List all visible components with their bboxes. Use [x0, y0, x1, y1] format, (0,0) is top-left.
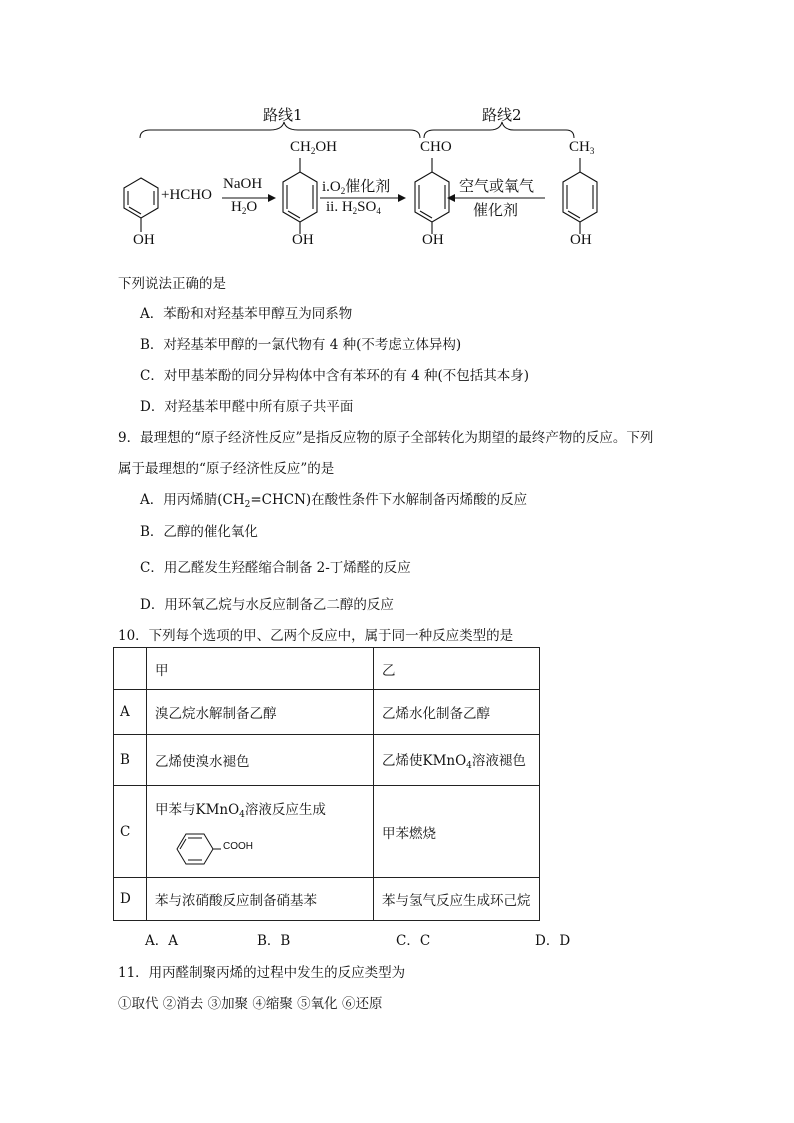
- q8-option-a: A．苯酚和对羟基苯甲醇互为同系物: [140, 306, 353, 322]
- q10-stem: 10．下列每个选项的甲、乙两个反应中，属于同一种反应类型的是: [118, 628, 514, 644]
- p-cresol-ring: [563, 158, 597, 234]
- q9-option-c: C．用乙醛发生羟醛缩合制备 2-丁烯醛的反应: [140, 560, 411, 576]
- arrow-2-bottom-label: ii. $H_2SO_4$: [326, 199, 381, 216]
- header-cell-yi: 乙: [374, 648, 540, 690]
- header-cell-jia: 甲: [147, 648, 374, 690]
- q10-table: [113, 647, 540, 921]
- benzoic-acid-structure: [155, 826, 373, 872]
- ch3-label: $CH_3$: [569, 139, 595, 156]
- q10-choice-b: B．B: [257, 933, 291, 949]
- row-label: D: [114, 878, 147, 921]
- route-1-label: 路线1: [263, 106, 303, 124]
- row-jia: [147, 786, 374, 878]
- scheme-drawing: [0, 0, 794, 260]
- q10-choice-c: C．C: [396, 933, 431, 949]
- q9-option-a: A．用丙烯腈$(CH_2=CHCN)$在酸性条件下水解制备丙烯酸的反应: [140, 492, 528, 510]
- row-jia: 溴乙烷水解制备乙醇: [147, 690, 374, 735]
- row-yi: 乙烯使KMnO$_4$溶液褪色: [374, 735, 540, 786]
- row-yi: 甲苯燃烧: [374, 786, 540, 878]
- q11-types: ①取代 ②消去 ③加聚 ④缩聚 ⑤氧化 ⑥还原: [118, 996, 383, 1012]
- q8-stem: 下列说法正确的是: [118, 276, 226, 292]
- right-oh-label: OH: [570, 232, 592, 248]
- q9-option-b: B．乙醇的催化氧化: [140, 524, 258, 540]
- mid1-oh-label: OH: [292, 232, 314, 248]
- mid2-oh-label: OH: [422, 232, 444, 248]
- arrow-3-top-label: 空气或氧气: [459, 179, 535, 195]
- cho-label: CHO: [420, 139, 452, 155]
- q9-option-d: D．用环氧乙烷与水反应制备乙二醇的反应: [140, 597, 394, 613]
- table-row: [114, 690, 540, 735]
- row-yi: 苯与氢气反应生成环己烷: [374, 878, 540, 921]
- hydroxybenzyl-alcohol-ring: [283, 158, 317, 234]
- cooh-label: COOH: [223, 841, 253, 852]
- q10-choice-d: D．D: [535, 933, 571, 949]
- arrow-1-top-label: NaOH: [223, 176, 263, 192]
- q9-stem-line-1: 9．最理想的“原子经济性反应”是指反应物的原子全部转化为期望的最终产物的反应。下列: [118, 430, 654, 446]
- route-2-label: 路线2: [482, 106, 522, 124]
- table-header-row: [114, 648, 540, 690]
- row-label: B: [114, 735, 147, 786]
- arrow-2-top-label: $i.O_2$催化剂: [322, 179, 391, 196]
- row-jia-text: 甲苯与KMnO$_4$溶液反应生成: [155, 802, 326, 820]
- row-yi: 乙烯水化制备乙醇: [374, 690, 540, 735]
- row-jia: 苯与浓硝酸反应制备硝基苯: [147, 878, 374, 921]
- phenol-oh-label: OH: [133, 232, 155, 248]
- plus-hcho-label: +HCHO: [161, 187, 212, 203]
- table-row: [114, 786, 540, 878]
- table-row: [114, 878, 540, 921]
- q9-stem-line-2: 属于最理想的“原子经济性反应”的是: [118, 461, 335, 477]
- row-label: A: [114, 690, 147, 735]
- q10-choice-a: A．A: [145, 933, 178, 949]
- row-label: C: [114, 786, 147, 878]
- q11-stem: 11．用丙醛制聚丙烯的过程中发生的反应类型为: [118, 965, 406, 981]
- q8-option-b: B．对羟基苯甲醇的一氯代物有 4 种(不考虑立体异构): [140, 337, 462, 353]
- table-row: [114, 735, 540, 786]
- hydroxybenzaldehyde-ring: [415, 158, 449, 234]
- arrow-1-bottom-label: $H_2O$: [231, 199, 258, 216]
- ch2oh-label: $CH_2OH$: [290, 139, 338, 156]
- arrow-3-bottom-label: 催化剂: [473, 203, 519, 219]
- phenol-ring: [124, 178, 158, 232]
- header-cell-empty: [114, 648, 147, 690]
- q8-option-d: D．对羟基苯甲醛中所有原子共平面: [140, 399, 354, 415]
- q8-option-c: C．对甲基苯酚的同分异构体中含有苯环的有 4 种(不包括其本身): [140, 368, 530, 384]
- row-jia: 乙烯使溴水褪色: [147, 735, 374, 786]
